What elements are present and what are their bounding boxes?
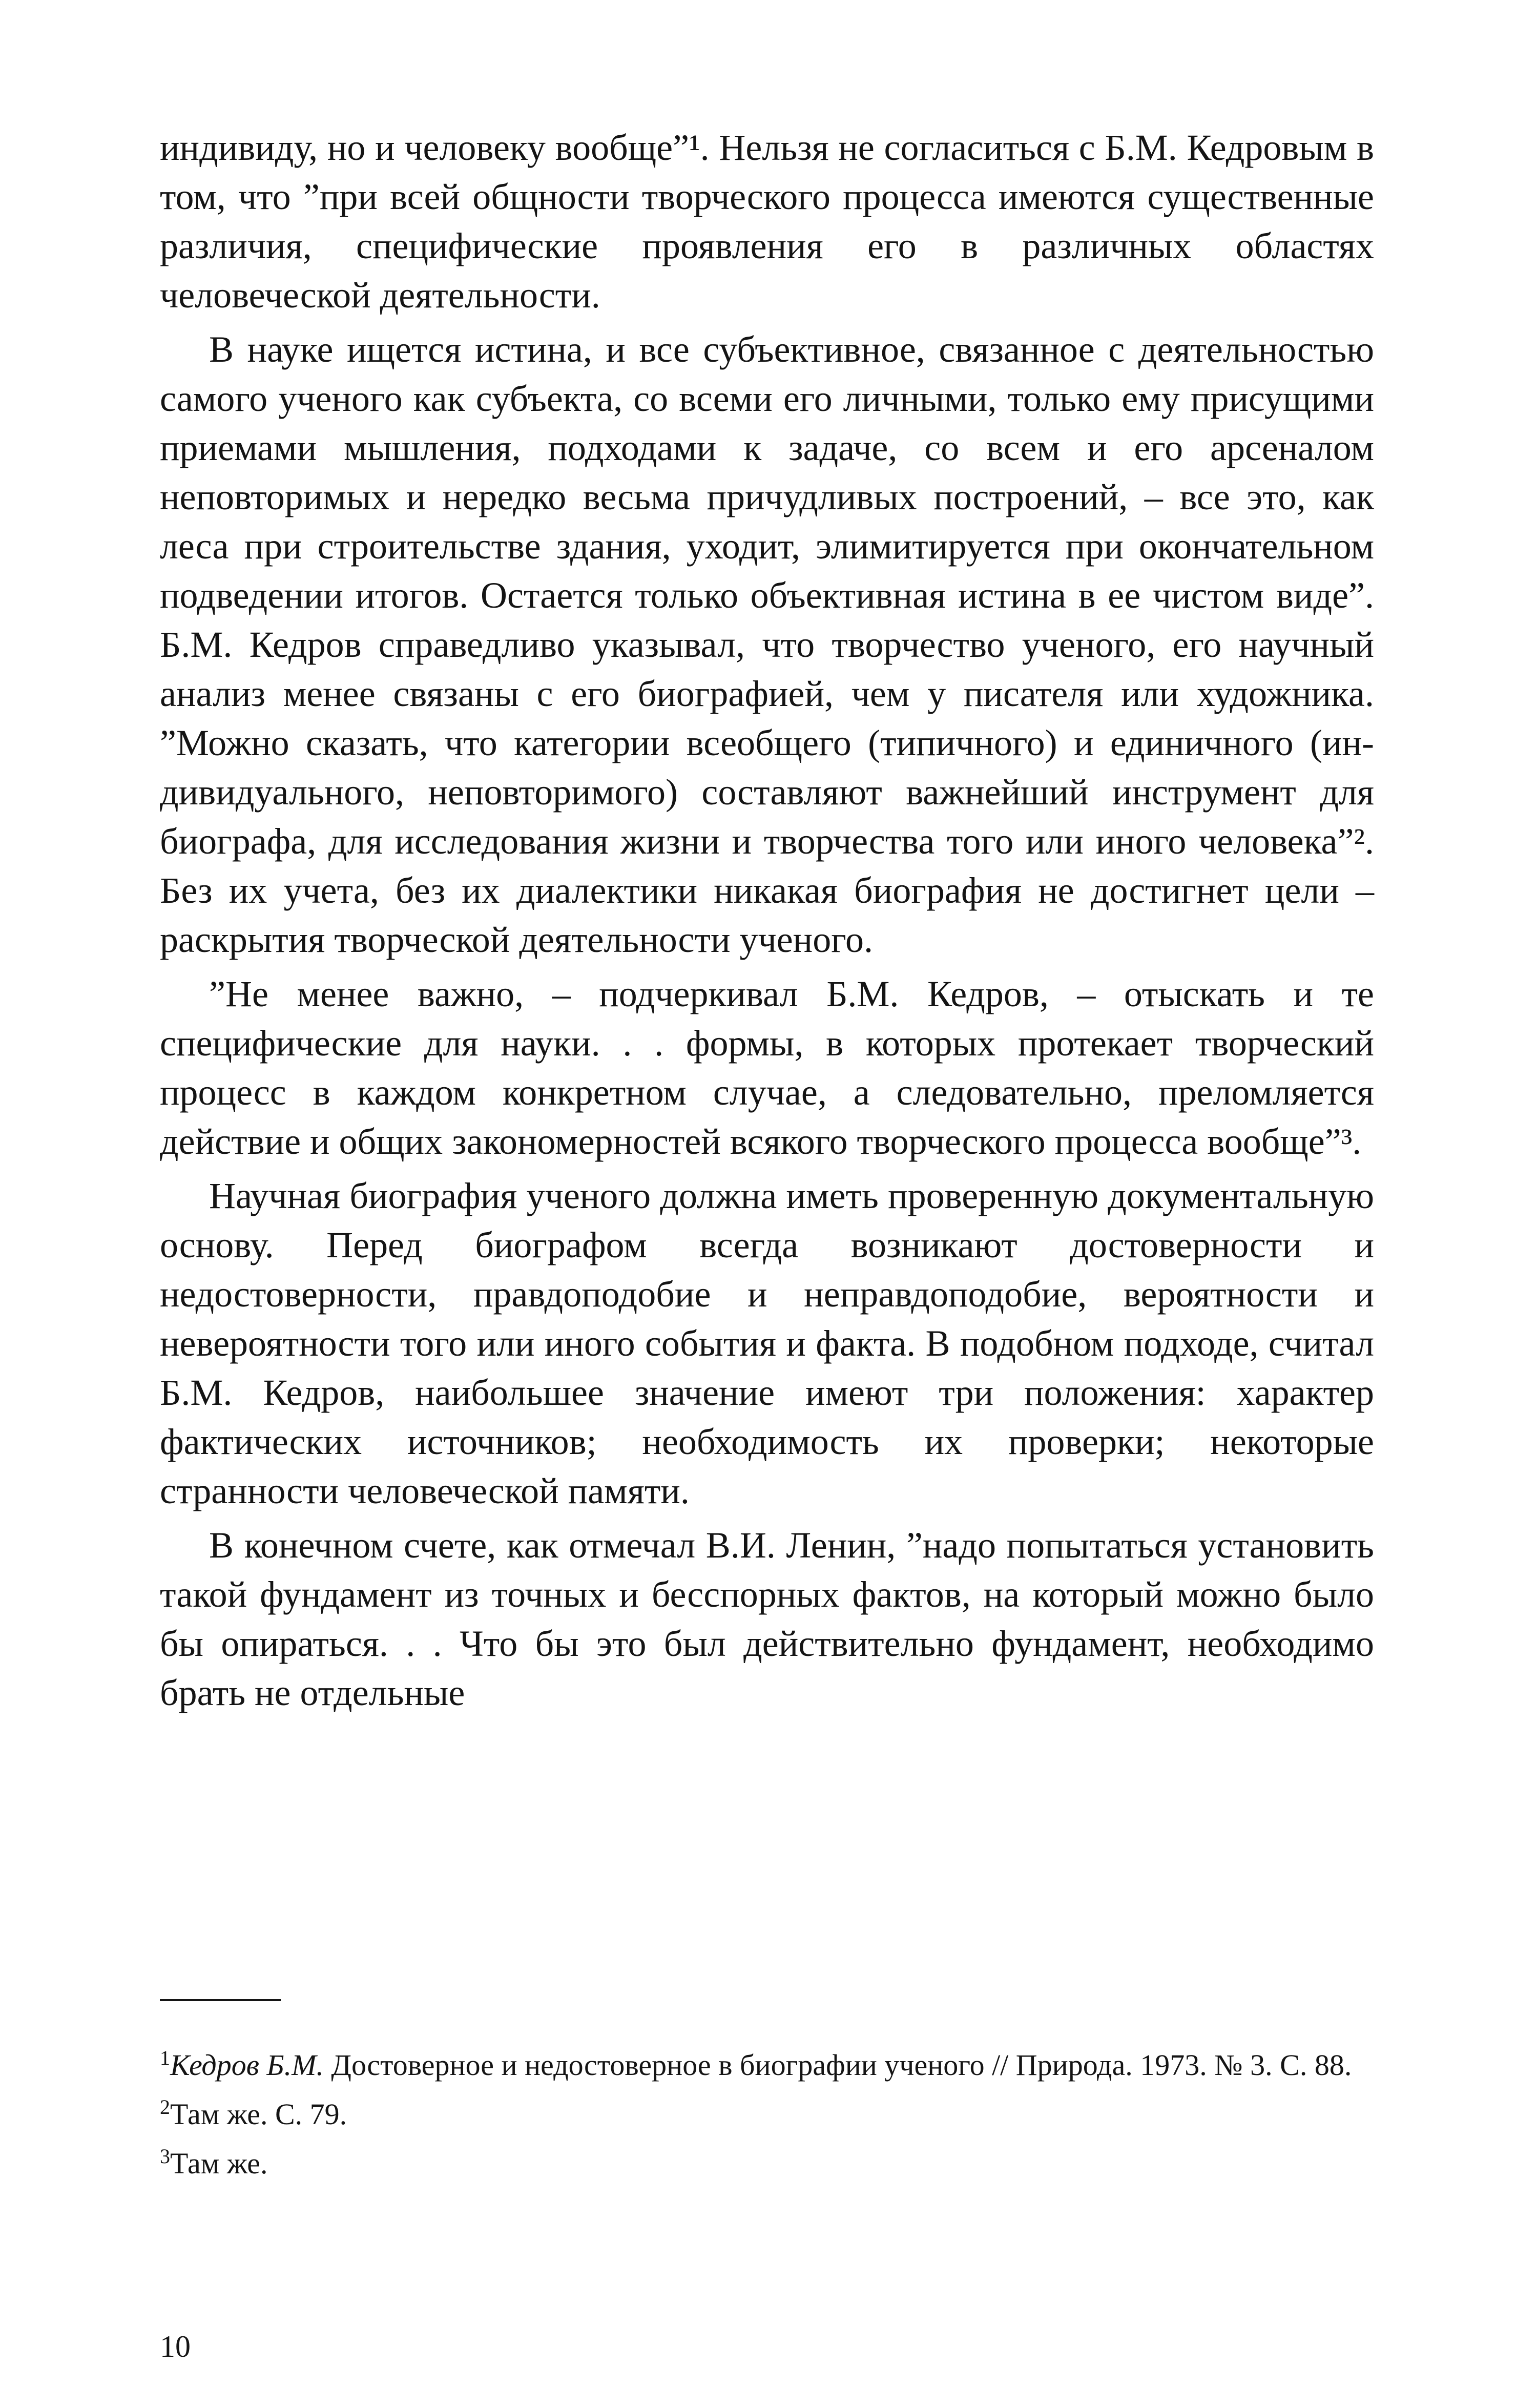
paragraph-4: Научная биография ученого должна иметь проверенную документальную основу. Перед биографом всегда возникают достоверности и недостоверности, правдоподобие и неправдоподобие, вероятности и невероятности того или иного события и факта. В подобном подходе, считал Б.М. Кедров, наибольшее значение имеют три положения: характер фактических источников; необходимость их проверки; некоторые странности человеческой памяти. (160, 1175, 1374, 1511)
footnote-2 (160, 2093, 1374, 2135)
main-text (160, 123, 1374, 1717)
paragraph-1: индивиду, но и человеку вообще”¹. Нельзя не согласиться с Б.М. Кедровым в том, что ”при всей общности творческого процесса имеются существенные различия, специфические проявления его в различных областях человеческой деятельности. (160, 127, 1374, 316)
footnote-3 (160, 2143, 1374, 2185)
footnote-author: Кедров Б.М. (170, 2048, 324, 2082)
paragraph-2: В науке ищется истина, и все субъективное, связанное с деятельностью самого ученого как субъекта, со всеми его личными, только ему присущими приемами мышления, подходами к задаче, со всем и его арсеналом неповторимых и нередко весьма причудливых построений, – все это, как леса при строительстве здания, уходит, элимитируется при окончательном подведении итогов. Остается только объективная истина в ее чистом виде”. Б.М. Кедров справедливо указывал, что творчество ученого, его научный анализ менее связаны с его биографией, чем у писателя или художника. ”Можно сказать, что категории всеобщего (типичного) и единичного (индивидуального, неповторимого) составляют важнейший инструмент для биографа, для исследования жизни и творчества того или иного человека”². Без их учета, без их диалектики никакая биография не достигнет цели – раскрытия творческой деятельности ученого. (160, 329, 1374, 960)
footnote-1 (160, 2044, 1374, 2086)
footnote-text: Достоверное и недостоверное в биографии ученого // Природа. 1973. № 3. С. 88. (323, 2048, 1352, 2082)
paragraph-3: ”Не менее важно, – подчеркивал Б.М. Кедров, – отыскать и те специфические для науки. . . формы, в которых протекает творческий процесс в каждом конкретном случае, а следовательно, преломляется действие и общих закономерностей всякого творческого процесса вообще”³. (160, 973, 1374, 1162)
footnotes (160, 2044, 1374, 2192)
footnote-text: Там же. С. 79. (170, 2098, 347, 2131)
page-number: 10 (160, 2330, 191, 2363)
footnote-text: Там же. (170, 2147, 268, 2180)
book-page (160, 123, 1374, 2377)
footnote-marker: 1 (160, 2046, 170, 2069)
footnote-marker: 3 (160, 2145, 170, 2168)
footnote-marker: 2 (160, 2095, 170, 2119)
paragraph-5: В конечном счете, как отмечал В.И. Ленин, ”надо попытаться установить такой фундамент из точных и бесспорных фактов, на который можно было бы опираться. . . Что бы это был действительно фундамент, необходимо брать не отдельные (160, 1525, 1374, 1713)
footnote-divider (160, 1999, 281, 2001)
